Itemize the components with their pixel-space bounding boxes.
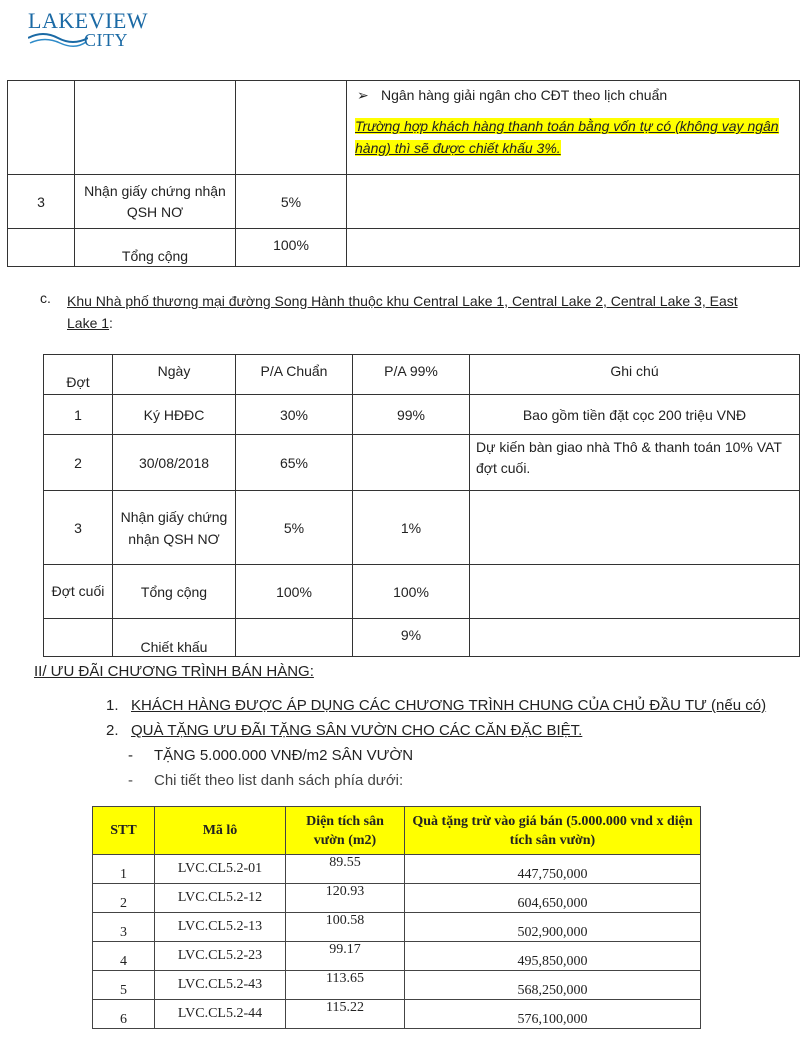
col-header: Diện tích sân vườn (m2) xyxy=(286,807,405,855)
cell: LVC.CL5.2-43 xyxy=(155,971,286,1000)
cell: 3 xyxy=(93,913,155,942)
cell: 89.55 xyxy=(286,855,405,884)
logo-line2: CITY xyxy=(84,30,128,50)
cell: 65% xyxy=(236,435,353,491)
table-row xyxy=(44,491,800,565)
cell: 604,650,000 xyxy=(405,884,701,913)
table-row xyxy=(8,229,800,267)
section-c-colon: : xyxy=(109,315,113,331)
section-c-marker: c. xyxy=(40,290,51,306)
cell: LVC.CL5.2-12 xyxy=(155,884,286,913)
cell: LVC.CL5.2-01 xyxy=(155,855,286,884)
cell: 30/08/2018 xyxy=(113,435,236,491)
cell xyxy=(236,619,353,657)
row-no: 3 xyxy=(8,175,75,229)
cell: 495,850,000 xyxy=(405,942,701,971)
cell: 1 xyxy=(93,855,155,884)
logo-line1: LAKEVIEW xyxy=(28,8,149,33)
cell xyxy=(470,565,800,619)
total-pct: 100% xyxy=(236,229,347,267)
cell: 2 xyxy=(93,884,155,913)
cell: 1% xyxy=(353,491,470,565)
table-row xyxy=(8,175,800,229)
row-pct: 5% xyxy=(236,175,347,229)
table-row xyxy=(93,884,701,913)
garden-gift-table xyxy=(92,806,701,1029)
note-cell xyxy=(347,81,800,175)
col-header: Đợt xyxy=(44,355,113,395)
cell: LVC.CL5.2-44 xyxy=(155,1000,286,1029)
cell: Nhận giấy chứng nhận QSH NƠ xyxy=(113,491,236,565)
cell: Ký HĐĐC xyxy=(113,395,236,435)
lakeview-city-logo xyxy=(28,6,148,50)
bank-note: Ngân hàng giải ngân cho CĐT theo lịch chuẩn xyxy=(381,87,668,103)
item2-text: QUÀ TẶNG ƯU ĐÃI TẶNG SÂN VƯỜN CHO CÁC CĂN ĐẶC BIỆT. xyxy=(131,722,583,739)
table-row xyxy=(93,942,701,971)
arrow-bullet-icon: ➢ xyxy=(357,87,369,103)
cell: 576,100,000 xyxy=(405,1000,701,1029)
cell: 100% xyxy=(353,565,470,619)
table-row xyxy=(93,1000,701,1029)
cell: Tổng cộng xyxy=(113,565,236,619)
cell: 100% xyxy=(236,565,353,619)
payment-table-c xyxy=(43,354,800,657)
payment-table-top xyxy=(7,80,800,267)
row-label: Nhận giấy chứng nhận QSH NƠ xyxy=(75,175,236,229)
cell: 100.58 xyxy=(286,913,405,942)
sub1-text: TẶNG 5.000.000 VNĐ/m2 SÂN VƯỜN xyxy=(154,747,414,764)
cell: LVC.CL5.2-13 xyxy=(155,913,286,942)
cell: 1 xyxy=(44,395,113,435)
discount-pct: 9% xyxy=(353,619,470,657)
item2-number: 2. xyxy=(106,722,119,739)
section-c-title xyxy=(67,290,767,334)
cell: Bao gồm tiền đặt cọc 200 triệu VNĐ xyxy=(470,395,800,435)
table-row xyxy=(93,855,701,884)
cell: 115.22 xyxy=(286,1000,405,1029)
cell: 30% xyxy=(236,395,353,435)
cell: 5% xyxy=(236,491,353,565)
table-row xyxy=(93,913,701,942)
col-header: Ghi chú xyxy=(470,355,800,395)
wave-icon xyxy=(28,28,88,48)
cell xyxy=(353,435,470,491)
col-header: Quà tặng trừ vào giá bán (5.000.000 vnd x diện tích sân vườn) xyxy=(405,807,701,855)
section-c-title-text: Khu Nhà phố thương mại đường Song Hành thuộc khu Central Lake 1, Central Lake 2, Central Lake 3, East Lake 1 xyxy=(67,293,738,331)
cell: LVC.CL5.2-23 xyxy=(155,942,286,971)
table-row xyxy=(44,395,800,435)
cell: 4 xyxy=(93,942,155,971)
table-row xyxy=(44,565,800,619)
cell xyxy=(44,619,113,657)
cell: 6 xyxy=(93,1000,155,1029)
cell: 99% xyxy=(353,395,470,435)
cell: 99.17 xyxy=(286,942,405,971)
cell: 5 xyxy=(93,971,155,1000)
col-header: Ngày xyxy=(113,355,236,395)
discount-label: Chiết khấu xyxy=(113,619,236,657)
cell: 568,250,000 xyxy=(405,971,701,1000)
cell: Dự kiến bàn giao nhà Thô & thanh toán 10% VAT đợt cuối. xyxy=(470,435,800,491)
item1-number: 1. xyxy=(106,697,119,714)
cell: 113.65 xyxy=(286,971,405,1000)
section-ii-title: II/ ƯU ĐÃI CHƯƠNG TRÌNH BÁN HÀNG: xyxy=(34,663,314,680)
cell: 3 xyxy=(44,491,113,565)
table-row xyxy=(8,81,800,175)
cell: 502,900,000 xyxy=(405,913,701,942)
dash-bullet: - xyxy=(128,747,133,764)
table-header-row xyxy=(93,807,701,855)
table-row xyxy=(44,619,800,657)
discount-highlight: Trường hợp khách hàng thanh toán bằng vốn tự có (không vay ngân hàng) thì sẽ được chiết khấu 3%. xyxy=(355,118,779,156)
col-header: P/A 99% xyxy=(353,355,470,395)
table-row xyxy=(44,435,800,491)
total-label: Tổng cộng xyxy=(75,229,236,267)
dash-bullet: - xyxy=(128,772,133,789)
table-header-row xyxy=(44,355,800,395)
table-row xyxy=(93,971,701,1000)
cell: Đợt cuối xyxy=(44,565,113,619)
sub2-text: Chi tiết theo list danh sách phía dưới: xyxy=(154,772,404,789)
cell xyxy=(470,491,800,565)
col-header: P/A Chuẩn xyxy=(236,355,353,395)
cell: 447,750,000 xyxy=(405,855,701,884)
cell: 120.93 xyxy=(286,884,405,913)
cell: 2 xyxy=(44,435,113,491)
col-header: Mã lô xyxy=(155,807,286,855)
col-header: STT xyxy=(93,807,155,855)
item1-text: KHÁCH HÀNG ĐƯỢC ÁP DỤNG CÁC CHƯƠNG TRÌNH CHUNG CỦA CHỦ ĐẦU TƯ (nếu có) xyxy=(131,697,767,714)
cell xyxy=(470,619,800,657)
